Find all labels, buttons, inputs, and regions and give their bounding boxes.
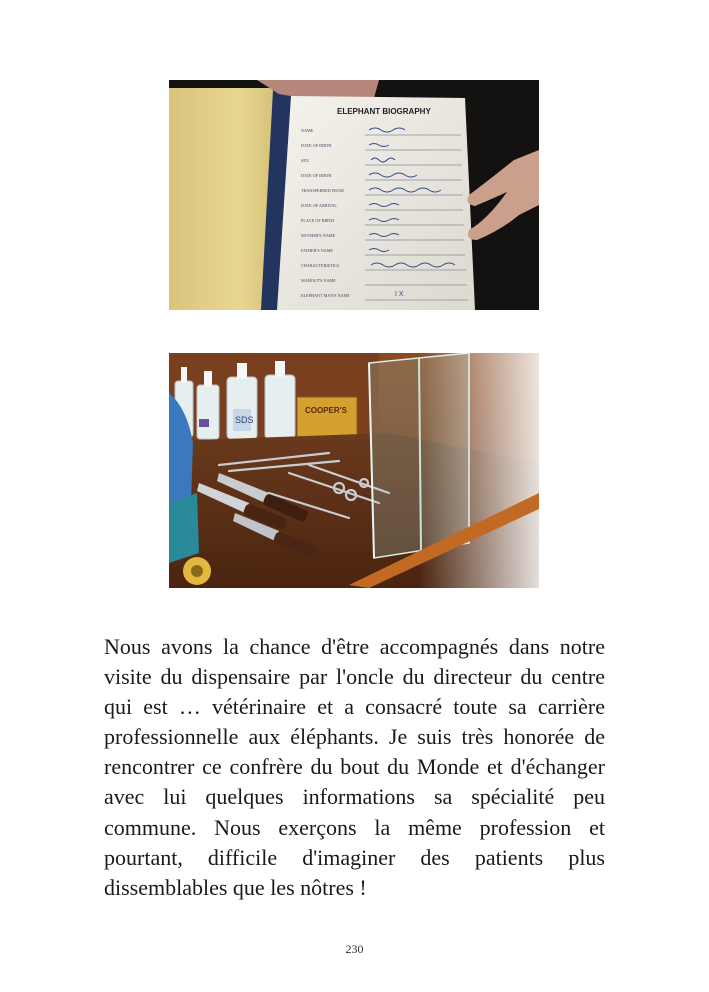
biography-title: ELEPHANT BIOGRAPHY <box>337 107 431 116</box>
elephant-biography-photo <box>169 80 539 310</box>
bio-field: MOTHER'S NAME <box>301 233 336 238</box>
bio-field: PLACE OF BIRTH <box>301 218 335 223</box>
bio-field: CHARACTERISTICS <box>301 263 340 268</box>
bio-field: TRANSFERRED FROM <box>301 188 344 193</box>
bio-value: I X <box>395 291 404 298</box>
svg-text:SDS: SDS <box>235 415 254 425</box>
body-paragraph: Nous avons la chance d'être accompagnés dans notre visite du dispensaire par l'oncle du directeur du centre qui est … vétérinaire et a consacré toute sa carrière professionnelle aux éléphants. Je suis très honorée de rencontrer ce confrère du bout du Monde et d'échanger avec lui quelques informations sa spécialité peu commune. Nous exerçons la même profession et pourtant, difficile d'imaginer des patients plus dissemblables que les nôtres ! <box>104 634 605 900</box>
bio-field: NAME <box>301 128 314 133</box>
page-number: 230 <box>345 942 364 956</box>
bio-field: MAHOUT'S NAME <box>301 278 336 283</box>
bio-field: DATE OF ARRIVAL <box>301 203 337 208</box>
bio-field: ELEPHANT MAN'S NAME <box>301 293 350 298</box>
bio-field: SEX <box>301 158 309 163</box>
coopers-box-label: COOPER'S <box>305 406 347 415</box>
bio-field: FATHER'S NAME <box>301 248 333 253</box>
bio-field: DATE OF BIRTH <box>301 143 332 148</box>
bio-field: DATE OF BIRTH <box>301 173 332 178</box>
dispensary-instruments-photo <box>169 353 539 588</box>
